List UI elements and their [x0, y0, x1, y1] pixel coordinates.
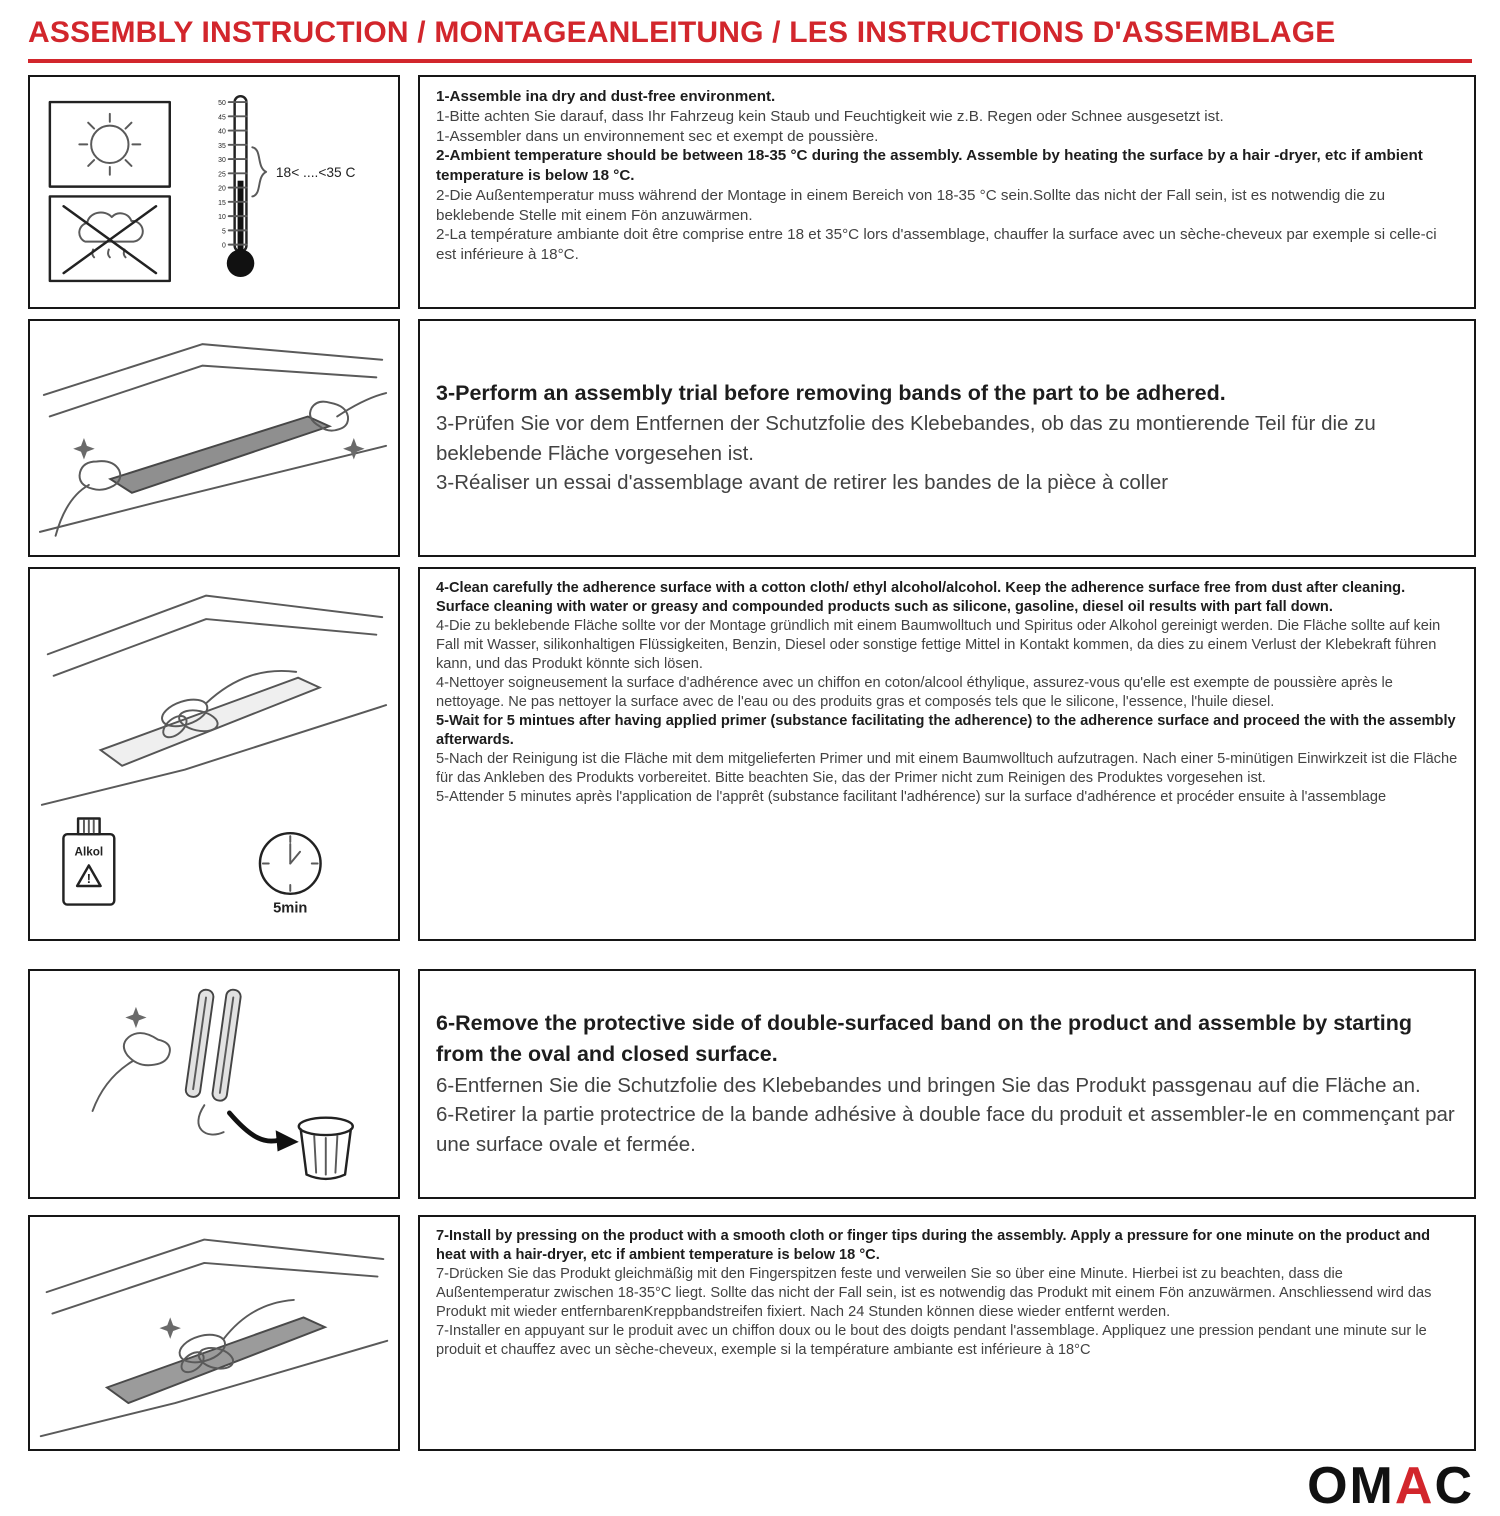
thermometer-icon: [218, 96, 355, 277]
instruction-paragraph: 5-Nach der Reinigung ist die Fläche mit dem mitgelieferten Primer und mit einem Baumwolltuch aufzutragen. Nach einer 5-minütigen Einwirkzeit ist die Fläche für das Ankleben des Produkts vorbereitet. Bitte beachten Sie, das der Primer nicht zum Reinigen des Produktes vorgesehen ist.: [436, 750, 1458, 786]
omac-logo-c: C: [1434, 1457, 1474, 1515]
instruction-paragraph: 6-Retirer la partie protectrice de la bande adhésive à double face du produit et assembler-le en commençant par une surface ovale et fermée.: [436, 1103, 1455, 1157]
page-header: [28, 16, 1472, 63]
remove-film-illustration: [38, 978, 390, 1190]
instruction-text-2: [418, 319, 1476, 557]
page-title: ASSEMBLY INSTRUCTION / MONTAGEANLEITUNG / LES INSTRUCTIONS D'ASSEMBLAGE: [28, 16, 1336, 49]
temperature-range-label: 18< ....<35 C: [275, 164, 356, 180]
clock-label: 5min: [273, 900, 308, 917]
instruction-paragraph: 2-Ambient temperature should be between 18-35 °C during the assembly. Assemble by heating the surface by a hair -dryer, etc if ambient temperature is below 18 °C.: [436, 147, 1423, 184]
instruction-paragraph: 4-Die zu beklebende Fläche sollte vor der Montage gründlich mit einem Baumwolltuch und Spiritus oder Alkohol gereinigt werden. Die Fläche sollte auf kein Fall mit Wasser, silikonhaltigen Flüssigkeiten, Benzin, Diesel oder sonstige fettige Mittel in Kontakt kommen, da dies zu einem Verlust der Klebekraft führen kann, und das Produkt könnte sich lösen.: [436, 617, 1441, 672]
instruction-paragraph: 3-Réaliser un essai d'assemblage avant de retirer les bandes de la pièce à coller: [436, 471, 1169, 495]
instruction-paragraph: 7-Installer en appuyant sur le produit avec un chiffon doux ou le bout des doigts pendant l'assemblage. Appliquez une pression pendant une minute sur le produit et chauffez avec un sèche-cheveux, exemple si la température ambiante est inférieure à 18°C: [436, 1322, 1427, 1358]
instruction-paragraph: 7-Install by pressing on the product with a smooth cloth or finger tips during the assembly. Apply a pressure for one minute on the product and heat with a hair-dryer, etc if ambient temperature is below 18 °C.: [436, 1228, 1431, 1263]
omac-logo-om: OM: [1307, 1457, 1395, 1515]
adhesive-strips: [185, 985, 242, 1101]
thermometer-tick-label: 35: [218, 142, 226, 150]
left-hand-icon: [56, 438, 121, 536]
illustration-box-environment: [28, 75, 400, 309]
pressing-illustration: [38, 1224, 390, 1442]
instruction-paragraph: 6-Entfernen Sie die Schutzfolie des Klebebandes und bringen Sie das Produkt passgenau auf die Fläche an.: [436, 1073, 1421, 1097]
alcohol-label: Alkol: [74, 845, 104, 859]
instruction-paragraph: 6-Remove the protective side of double-surfaced band on the product and assemble by starting from the oval and closed surface.: [436, 1011, 1413, 1067]
instruction-paragraph: 2-La température ambiante doit être comprise entre 18 et 35°C lors d'assemblage, chauffer la surface avec un sèche-cheveux par exemple si celle-ci est inférieure à 18°C.: [436, 226, 1437, 263]
instruction-paragraph: 2-Die Außentemperatur muss während der Montage in einem Bereich von 18-35 °C sein.Sollte das nicht der Fall sein, ist es notwendig die zu beklebende Stelle mit einem Fön anzuwärmen.: [436, 186, 1386, 224]
instruction-text-5: [418, 1215, 1476, 1451]
peeling-hand-icon: [93, 1007, 170, 1111]
instruction-paragraph: 5-Wait for 5 mintues after having applied primer (substance facilitating the adherence) to the adherence surface and proceed the with the assembly afterwards.: [436, 712, 1456, 748]
illustration-box-press: [28, 1215, 400, 1451]
instruction-paragraph: 1-Assembler dans un environnement sec et exempt de poussière.: [436, 127, 879, 145]
instruction-paragraph: 1-Bitte achten Sie darauf, dass Ihr Fahrzeug kein Staub und Feuchtigkeit wie z.B. Regen oder Schnee ausgesetzt ist.: [436, 107, 1224, 125]
peeled-film: [198, 1105, 223, 1134]
illustration-box-remove-band: [28, 969, 400, 1199]
instruction-paragraph: 4-Clean carefully the adherence surface with a cotton cloth/ ethyl alcohol/alcohol. Keep the adherence surface free from dust after cleaning. Surface cleaning with water or greasy and compounded products such as silicone, gasoline, diesel oil results with part fall down.: [436, 580, 1406, 615]
cleaning-illustration: [38, 578, 390, 930]
omac-logo-a: A: [1394, 1457, 1435, 1515]
instruction-text-3: [418, 567, 1476, 941]
instruction-paragraph: 5-Attender 5 minutes après l'application de l'apprêt (substance facilitant l'adhérence) sur la surface d'adhérence et procéder ensuite à l'assemblage: [436, 788, 1387, 805]
thermometer-tick-label: 25: [218, 171, 226, 179]
thermometer-tick-label: 5: [221, 228, 226, 236]
instruction-paragraph: 3-Prüfen Sie vor dem Entfernen der Schutzfolie des Klebebandes, ob das zu montierende Teil für die zu beklebende Fläche vorgesehen ist.: [436, 412, 1376, 465]
thermometer-tick-label: 45: [218, 114, 226, 122]
thermometer-tick-label: 50: [218, 100, 226, 108]
omac-logo: [1307, 1457, 1474, 1515]
instruction-paragraph: 4-Nettoyer soigneusement la surface d'adhérence avec un chiffon en coton/alcool éthylique, assurez-vous qu'elle est exempte de poussière après le nettoyage. Ne pas nettoyer la surface avec de l'eau ou des produits gras et composés tels que le silicone, l'essence, l'huile diesel.: [436, 674, 1393, 710]
thermometer-tick-label: 40: [218, 128, 226, 136]
instruction-paragraph: 3-Perform an assembly trial before removing bands of the part to be adhered.: [436, 380, 1226, 405]
thermometer-tick-label: 0: [221, 242, 226, 250]
no-rain-icon: [50, 196, 170, 281]
clock-icon: [260, 833, 321, 916]
thermometer-tick-label: 20: [218, 185, 226, 193]
instruction-text-4: [418, 969, 1476, 1199]
thermometer-tick-label: 15: [218, 199, 226, 207]
door-sill-trial-illustration: [38, 330, 390, 546]
instruction-row-clean: [28, 567, 1476, 941]
instruction-paragraph: 7-Drücken Sie das Produkt gleichmäßig mit den Fingerspitzen feste und verweilen Sie so über eine Minute. Hierbei ist zu beachten, dass die Außentemperatur zwischen 18-35°C liegt. Sollte das nicht der Fall sein, ist es notwendig das Produkt mit einem Fön anzuwärmen. Anschliessend wird das Produkt mit wieder entfernbarenKreppbandstreifen fixiert. Nach 24 Stunden können diese wieder entfernt werden.: [436, 1265, 1432, 1320]
illustration-box-clean: [28, 567, 400, 941]
sill-surface: [101, 678, 320, 766]
thermometer-tick-label: 30: [218, 157, 226, 165]
instruction-row-environment: [28, 75, 1476, 309]
environment-temperature-illustration: [42, 86, 386, 298]
instruction-rows: [0, 75, 1500, 1451]
instruction-row-press: [28, 1215, 1476, 1451]
illustration-box-trial: [28, 319, 400, 557]
instruction-text-1: [418, 75, 1476, 309]
thermometer-tick-label: 10: [218, 214, 226, 222]
trash-can-icon: [299, 1118, 353, 1179]
sill-trim-strip: [110, 416, 329, 492]
sun-icon: [50, 102, 170, 187]
arrow-to-trash-icon: [229, 1113, 298, 1152]
instruction-row-trial: [28, 319, 1476, 557]
alcohol-warning-mark: !: [86, 871, 91, 887]
instruction-row-remove-band: [28, 969, 1476, 1199]
alcohol-bottle-icon: [63, 819, 114, 905]
instruction-paragraph: 1-Assemble ina dry and dust-free environment.: [436, 88, 776, 105]
